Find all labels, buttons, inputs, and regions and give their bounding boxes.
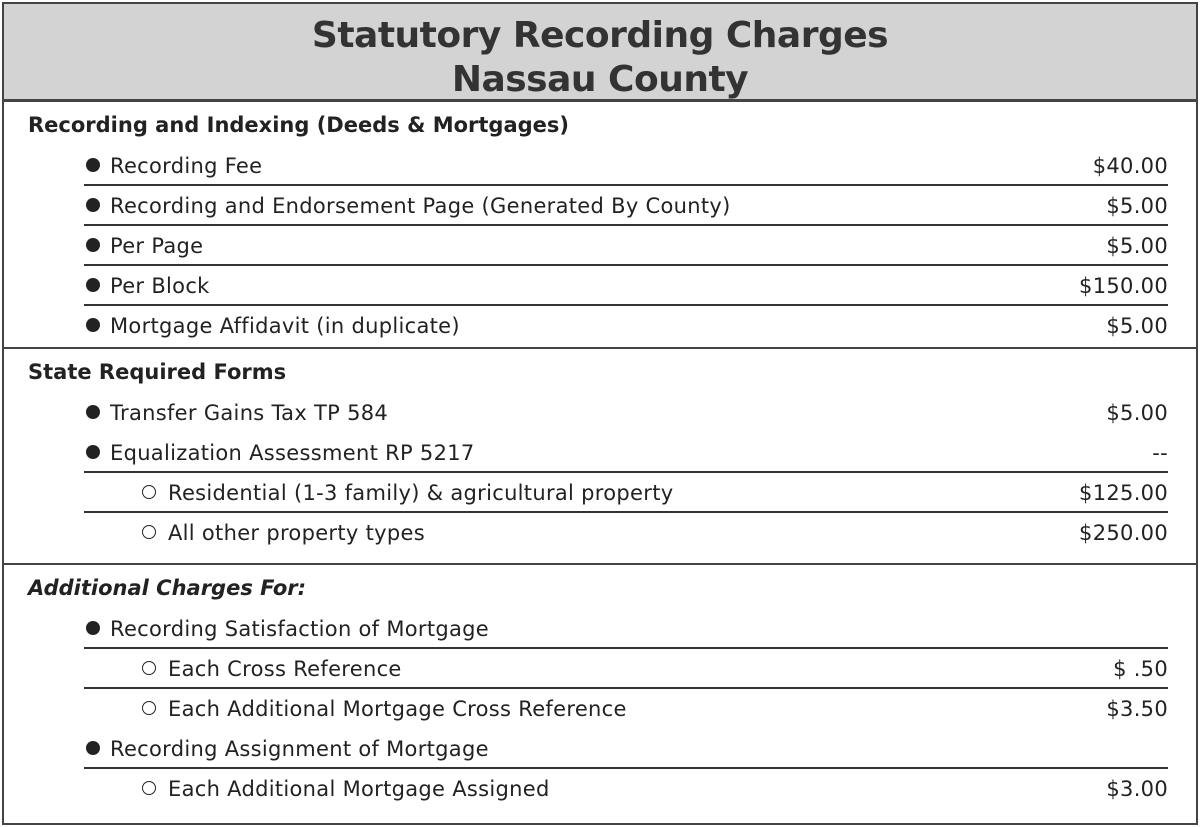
fee-row <box>84 266 1168 306</box>
fee-amount: $40.00 <box>1092 154 1168 178</box>
fee-subrow <box>84 513 1168 553</box>
fee-amount: $3.00 <box>1106 777 1168 801</box>
fee-amount: $150.00 <box>1079 274 1168 298</box>
sub-bullet-icon <box>142 649 156 689</box>
fee-label: Residential (1-3 family) & agricultural property <box>168 481 674 505</box>
fee-label: Equalization Assessment RP 5217 <box>110 441 475 465</box>
fee-amount: $5.00 <box>1106 234 1168 258</box>
bullet-icon <box>86 146 100 186</box>
fee-row <box>84 393 1168 433</box>
fee-row <box>84 146 1168 186</box>
sub-bullet-icon <box>142 689 156 729</box>
sub-bullet-icon <box>142 513 156 553</box>
table-header <box>4 4 1196 102</box>
section-title: State Required Forms <box>28 360 287 384</box>
fee-row <box>84 433 1168 473</box>
fee-label: Mortgage Affidavit (in duplicate) <box>110 314 460 338</box>
fee-amount: $5.00 <box>1106 194 1168 218</box>
fee-subrow <box>84 689 1168 729</box>
sub-bullet-icon <box>142 473 156 513</box>
fee-row <box>84 609 1168 649</box>
fee-schedule-table <box>2 2 1198 825</box>
fee-row <box>84 186 1168 226</box>
bullet-icon <box>86 433 100 473</box>
fee-amount: -- <box>1152 441 1168 465</box>
fee-amount: $5.00 <box>1106 401 1168 425</box>
bullet-icon <box>86 226 100 266</box>
fee-subrow <box>84 473 1168 513</box>
fee-label: Each Additional Mortgage Assigned <box>168 777 550 801</box>
bullet-icon <box>86 729 100 769</box>
section-additional-charges <box>4 565 1196 809</box>
bullet-icon <box>86 393 100 433</box>
fee-label: Each Cross Reference <box>168 657 402 681</box>
fee-subrow <box>84 649 1168 689</box>
fee-subrow <box>84 769 1168 809</box>
fee-label: Recording and Endorsement Page (Generated By County) <box>110 194 731 218</box>
fee-label: Per Block <box>110 274 210 298</box>
fee-label: Recording Assignment of Mortgage <box>110 737 489 761</box>
fee-label: All other property types <box>168 521 425 545</box>
bullet-icon <box>86 306 100 346</box>
fee-amount: $125.00 <box>1079 481 1168 505</box>
fee-amount: $3.50 <box>1106 697 1168 721</box>
bullet-icon <box>86 609 100 649</box>
county-title: Nassau County <box>451 59 749 100</box>
fee-amount: $ .50 <box>1113 657 1168 681</box>
section-title: Additional Charges For: <box>28 576 307 600</box>
fee-amount: $5.00 <box>1106 314 1168 338</box>
fee-amount: $250.00 <box>1079 521 1168 545</box>
bullet-icon <box>86 186 100 226</box>
fee-label: Recording Fee <box>110 154 263 178</box>
section-state-required-forms <box>4 349 1196 565</box>
fee-label: Each Additional Mortgage Cross Reference <box>168 697 627 721</box>
section-title: Recording and Indexing (Deeds & Mortgages) <box>28 113 569 137</box>
fee-row <box>84 226 1168 266</box>
page-title: Statutory Recording Charges <box>311 15 889 56</box>
fee-label: Per Page <box>110 234 204 258</box>
bullet-icon <box>86 266 100 306</box>
fee-row <box>84 306 1168 346</box>
sub-bullet-icon <box>142 769 156 809</box>
fee-label: Recording Satisfaction of Mortgage <box>110 617 490 641</box>
section-recording-indexing <box>4 102 1196 349</box>
fee-label: Transfer Gains Tax TP 584 <box>110 401 389 425</box>
fee-row <box>84 729 1168 769</box>
